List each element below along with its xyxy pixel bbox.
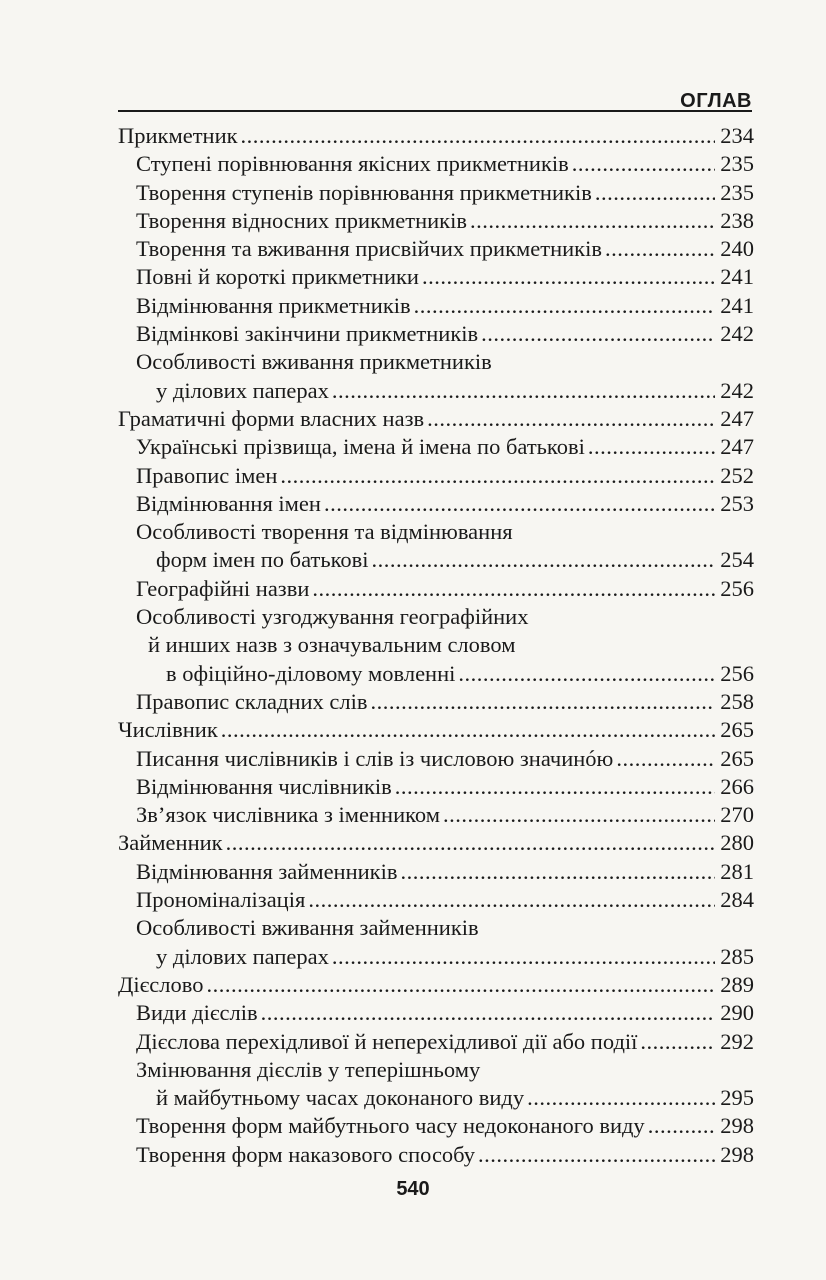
dot-leader <box>414 292 715 320</box>
toc-entry-title: Особливості вживання прикметників <box>136 349 492 375</box>
toc-entry-title: Правопис складних слів <box>136 688 368 714</box>
toc-entry <box>118 462 754 490</box>
table-of-contents <box>118 122 754 1169</box>
toc-entry <box>118 999 754 1027</box>
dot-leader <box>226 829 715 857</box>
toc-entry-title: Відмінювання числівників <box>136 773 392 799</box>
toc-entry-page: 270 <box>720 802 754 828</box>
toc-entry <box>118 858 754 886</box>
toc-entry-title: Ступені порівнювання якісних прикметників <box>136 151 569 177</box>
toc-entry-title: Повні й короткі прикметники <box>136 264 419 290</box>
toc-entry <box>118 886 754 914</box>
toc-entry-title: Прикметник <box>118 123 238 148</box>
toc-entry-page: 265 <box>720 745 754 771</box>
dot-leader <box>332 377 715 405</box>
toc-entry-page: 256 <box>720 660 754 686</box>
toc-entry-continuation <box>118 631 754 659</box>
dot-leader <box>312 575 715 603</box>
dot-leader <box>401 858 716 886</box>
page-number: 540 <box>396 1178 430 1200</box>
toc-entry-continuation <box>118 660 754 688</box>
toc-entry-title: Творення та вживання присвійчих прикметників <box>136 236 602 262</box>
dot-leader <box>280 462 715 490</box>
toc-entry-continuation <box>118 546 754 574</box>
dot-leader <box>478 1141 715 1169</box>
toc-entry-title: Творення відносних прикметників <box>136 207 467 233</box>
toc-entry <box>118 122 754 150</box>
toc-entry <box>118 1141 754 1169</box>
toc-entry-page: 265 <box>720 717 754 743</box>
toc-entry-page: 253 <box>720 490 754 516</box>
toc-entry-page: 289 <box>720 971 754 997</box>
toc-entry <box>118 829 754 857</box>
toc-entry-page: 280 <box>720 830 754 856</box>
toc-entry-title: Писання числівників і слів із числовою значинóю <box>136 745 614 771</box>
toc-entry-title: Граматичні форми власних назв <box>118 405 425 431</box>
dot-leader <box>324 490 715 518</box>
dot-leader <box>206 971 715 999</box>
toc-entry-page: 295 <box>720 1085 754 1111</box>
toc-entry <box>118 433 754 461</box>
toc-entry <box>118 688 754 716</box>
dot-leader <box>422 263 715 291</box>
toc-entry-title: Дієслово <box>118 971 204 997</box>
dot-leader <box>648 1112 715 1140</box>
toc-entry-title: Зв’язок числівника з іменником <box>136 802 440 828</box>
toc-entry-title: Дієслова перехідливої й неперехідливої дії або події <box>136 1028 638 1054</box>
toc-entry <box>118 179 754 207</box>
toc-entry <box>118 235 754 263</box>
header-rule <box>118 110 752 112</box>
toc-entry <box>118 207 754 235</box>
toc-entry <box>118 405 754 433</box>
dot-leader <box>261 999 715 1027</box>
toc-entry-title: у ділових паперах <box>156 377 329 403</box>
toc-entry <box>118 773 754 801</box>
toc-entry-title: Творення форм наказового способу <box>136 1141 476 1167</box>
toc-entry-page: 234 <box>720 123 754 148</box>
dot-leader <box>481 320 715 348</box>
toc-entry-page: 285 <box>720 943 754 969</box>
dot-leader <box>241 122 715 150</box>
toc-entry-title: у ділових паперах <box>156 943 329 969</box>
toc-entry-title: Займенник <box>118 830 223 856</box>
dot-leader <box>616 745 715 773</box>
toc-entry-page: 292 <box>720 1028 754 1054</box>
dot-leader <box>470 207 715 235</box>
toc-entry-title: Відмінювання прикметників <box>136 292 411 318</box>
toc-entry <box>118 745 754 773</box>
toc-entry-page: 247 <box>720 434 754 460</box>
toc-entry-continuation <box>118 1084 754 1112</box>
toc-entry-continuation <box>118 377 754 405</box>
toc-entry-title: Відмінювання імен <box>136 490 321 516</box>
toc-entry-page: 240 <box>720 236 754 262</box>
dot-leader <box>395 773 715 801</box>
dot-leader <box>595 179 715 207</box>
toc-entry-page: 242 <box>720 377 754 403</box>
toc-entry-page: 241 <box>720 264 754 290</box>
dot-leader <box>371 688 715 716</box>
dot-leader <box>427 405 715 433</box>
toc-entry-continuation <box>118 943 754 971</box>
toc-entry-page: 298 <box>720 1113 754 1139</box>
toc-entry <box>118 971 754 999</box>
toc-entry-title: Відмінювання займенників <box>136 858 398 884</box>
toc-entry-page: 290 <box>720 1000 754 1026</box>
dot-leader <box>308 886 715 914</box>
toc-entry-title: Географійні назви <box>136 575 310 601</box>
toc-entry-title: Особливості вживання займенників <box>136 915 479 941</box>
toc-entry-page: 247 <box>720 405 754 431</box>
toc-entry-page: 266 <box>720 773 754 799</box>
toc-entry-page: 254 <box>720 547 754 573</box>
toc-entry <box>118 150 754 178</box>
toc-entry-title: Особливості узгоджування географійних <box>136 604 529 630</box>
toc-entry-title: Види дієслів <box>136 1000 258 1026</box>
toc-entry-page: 252 <box>720 462 754 488</box>
toc-entry <box>118 1028 754 1056</box>
dot-leader <box>372 546 715 574</box>
toc-entry-title: Прономіналізація <box>136 887 306 913</box>
toc-entry <box>118 914 754 942</box>
dot-leader <box>458 660 715 688</box>
toc-entry-title: Відмінкові закінчини прикметників <box>136 321 479 347</box>
dot-leader <box>443 801 715 829</box>
toc-entry-title: Особливості творення та відмінювання <box>136 519 513 545</box>
dot-leader <box>605 235 715 263</box>
toc-entry-title: Творення форм майбутнього часу недоконаного виду <box>136 1113 645 1139</box>
toc-entry-title: Творення ступенів порівнювання прикметників <box>136 179 592 205</box>
toc-entry <box>118 801 754 829</box>
toc-entry-title: й инших назв з означувальним словом <box>148 632 516 658</box>
toc-entry <box>118 1056 754 1084</box>
toc-entry-page: 242 <box>720 321 754 347</box>
toc-entry <box>118 1112 754 1140</box>
dot-leader <box>527 1084 715 1112</box>
toc-entry-page: 298 <box>720 1141 754 1167</box>
toc-entry-page: 281 <box>720 858 754 884</box>
toc-entry <box>118 263 754 291</box>
running-header: ОГЛАВ <box>680 90 752 112</box>
toc-entry-title: в офіційно-діловому мовленні <box>166 660 456 686</box>
toc-entry-page: 241 <box>720 292 754 318</box>
dot-leader <box>221 716 715 744</box>
toc-entry-page: 238 <box>720 207 754 233</box>
toc-entry-title: Правопис імен <box>136 462 278 488</box>
toc-entry-title: форм імен по батькові <box>156 547 369 573</box>
toc-entry <box>118 320 754 348</box>
dot-leader <box>572 150 715 178</box>
toc-entry-title: й майбутньому часах доконаного виду <box>156 1085 525 1111</box>
toc-entry <box>118 348 754 376</box>
dot-leader <box>332 943 715 971</box>
toc-entry-page: 235 <box>720 179 754 205</box>
toc-entry-page: 256 <box>720 575 754 601</box>
toc-entry-title: Змінювання дієслів у теперішньому <box>136 1056 481 1082</box>
dot-leader <box>588 433 715 461</box>
toc-entry-page: 258 <box>720 688 754 714</box>
toc-entry <box>118 716 754 744</box>
toc-entry <box>118 518 754 546</box>
toc-entry <box>118 575 754 603</box>
toc-entry <box>118 292 754 320</box>
toc-entry-title: Українські прізвища, імена й імена по батькові <box>136 434 585 460</box>
toc-entry-page: 284 <box>720 887 754 913</box>
toc-entry <box>118 490 754 518</box>
dot-leader <box>640 1028 715 1056</box>
toc-entry <box>118 603 754 631</box>
toc-entry-page: 235 <box>720 151 754 177</box>
toc-entry-title: Числівник <box>118 717 218 743</box>
